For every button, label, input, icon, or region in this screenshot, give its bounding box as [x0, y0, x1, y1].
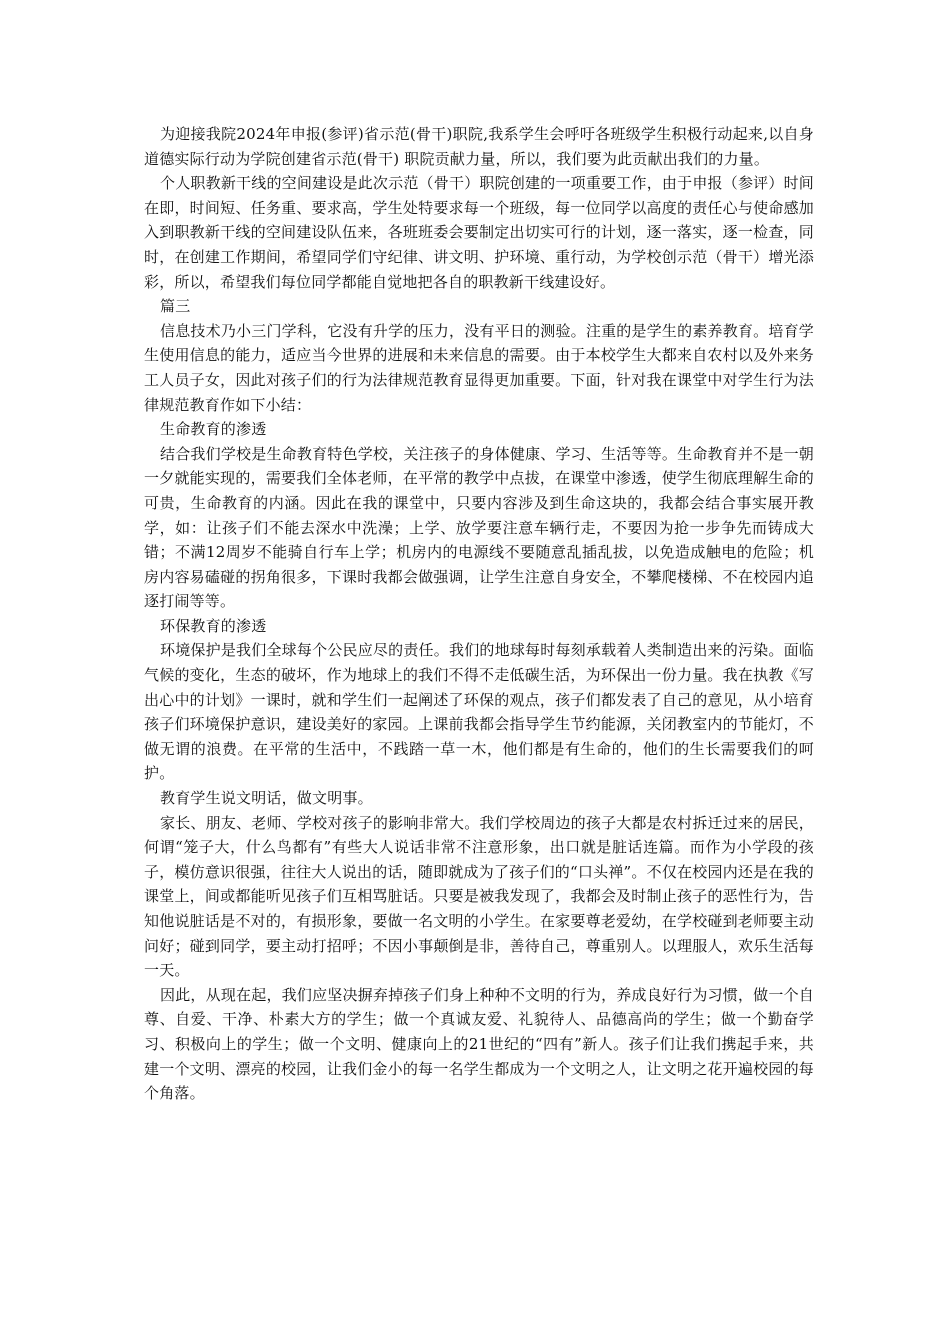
paragraph-it-education: 信息技术乃小三门学科，它没有升学的压力，没有平日的测验。注重的是学生的素养教育。培育学生使用信息的能力，适应当今世界的进展和未来信息的需要。由于本校学生大都来自农村以及外来务工人员子女，因此对孩子们的行为法律规范教育显得更加重要。下面，针对我在课堂中对学生行为法律规范教育作如下小结： [144, 321, 814, 414]
document-page [144, 122, 814, 1106]
paragraph-civility: 家长、朋友、老师、学校对孩子的影响非常大。我们学校周边的孩子大都是农村拆迁过来的居民，何谓“笼子大，什么鸟都有”有些大人说话非常不注意形象，出口就是脏话连篇。而作为小学段的孩子，模仿意识很强，往往大人说出的话，随即就成为了孩子们的“口头禅”。不仅在校园内还是在我的课堂上，间或都能听见孩子们互相骂脏话。只要是被我发现了，我都会及时制止孩子的恶性行为，告知他说脏话是不对的，有损形象，要做一名文明的小学生。在家要尊老爱幼，在学校碰到老师要主动问好；碰到同学，要主动打招呼；不因小事颠倒是非，善待自己，尊重别人。以理服人，欢乐生活每一天。 [144, 813, 814, 980]
section-heading-part-three: 篇三 [160, 297, 191, 316]
paragraph-life-education: 结合我们学校是生命教育特色学校，关注孩子的身体健康、学习、生活等等。生命教育并不是一朝一夕就能实现的，需要我们全体老师，在平常的教学中点拔，在课堂中渗透，使学生彻底理解生命的可贵，生命教育的内涵。因此在我的课堂中，只要内容涉及到生命这块的，我都会结合事实展开教学，如：让孩子们不能去深水中洗澡；上学、放学要注意车辆行走，不要因为抢一步争先而铸成大错；不满12周岁不能骑自行车上学；机房内的电源线不要随意乱插乱拔，以免造成触电的危险；机房内容易磕碰的拐角很多，下课时我都会做强调，让学生注意自身安全，不攀爬楼梯、不在校园内追逐打闹等等。 [144, 444, 814, 611]
paragraph-environment-education: 环境保护是我们全球每个公民应尽的责任。我们的地球每时每刻承载着人类制造出来的污染。面临气候的变化，生态的破坏，作为地球上的我们不得不走低碳生活，为环保出一份力量。我在执教《写出心中的计划》一课时，就和学生们一起阐述了环保的观点，孩子们都发表了自己的意见，从小培育孩子们环境保护意识，建设美好的家园。上课前我都会指导学生节约能源，关闭教室内的节能灯，不做无谓的浪费。在平常的生活中，不践踏一草一木，他们都是有生命的，他们的生长需要我们的呵护。 [144, 641, 814, 783]
paragraph-space-construction: 个人职教新干线的空间建设是此次示范（骨干）职院创建的一项重要工作，由于申报（参评）时间在即，时间短、任务重、要求高，学生处特要求每一个班级，每一位同学以高度的责任心与使命感加入到职教新干线的空间建设队伍来，各班班委会要制定出切实可行的计划，逐一落实，逐一检查，同时，在创建工作期间，希望同学们守纪律、讲文明、护环境、重行动，为学校创示范（骨干）增光添彩，所以，希望我们每位同学都能自觉地把各自的职教新干线建设好。 [144, 174, 814, 291]
subheading-environment-education: 环保教育的渗透 [160, 616, 267, 635]
subheading-life-education: 生命教育的渗透 [160, 420, 267, 439]
subheading-civility: 教育学生说文明话，做文明事。 [160, 789, 373, 808]
intro-paragraph: 为迎接我院2024年申报(参评)省示范(骨干)职院,我系学生会呼吁各班级学生积极行动起来,以自身道德实际行动为学院创建省示范(骨干) 职院贡献力量，所以，我们要为此贡献出我们的力量。 [144, 125, 814, 168]
paragraph-conclusion: 因此，从现在起，我们应坚决摒弃掉孩子们身上种种不文明的行为，养成良好行为习惯，做一个自尊、自爱、干净、朴素大方的学生；做一个真诚友爱、礼貌待人、品德高尚的学生；做一个勤奋学习、积极向上的学生；做一个文明、健康向上的21世纪的“四有”新人。孩子们让我们携起手来，共建一个文明、漂亮的校园，让我们金小的每一名学生都成为一个文明之人，让文明之花开遍校园的每个角落。 [144, 985, 814, 1103]
